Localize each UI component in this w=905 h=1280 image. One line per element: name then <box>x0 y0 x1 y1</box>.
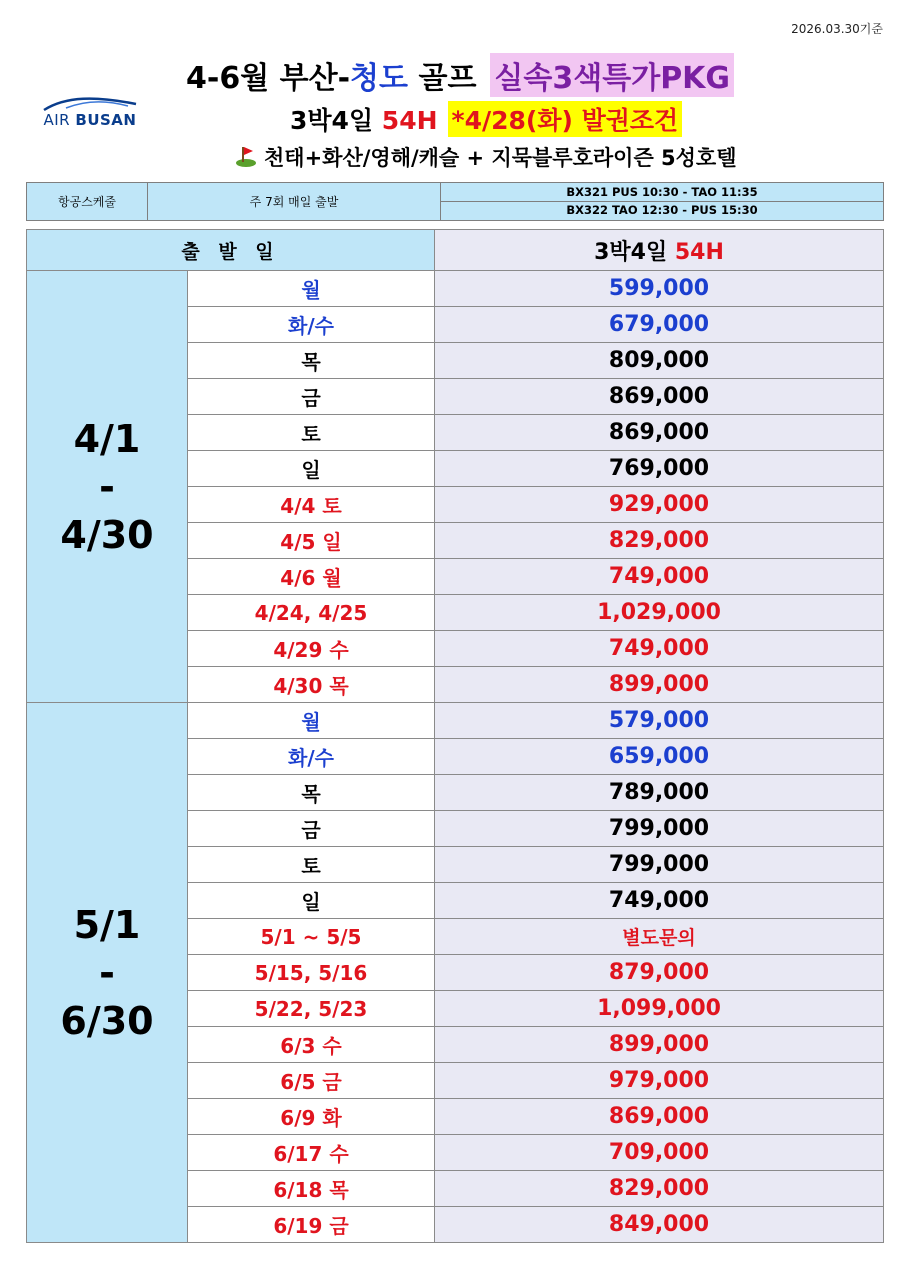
departure-day: 일 <box>188 451 435 487</box>
table-row <box>27 271 884 307</box>
departure-day: 4/4 토 <box>188 487 435 523</box>
departure-day: 토 <box>188 847 435 883</box>
price-value: 599,000 <box>435 271 884 307</box>
sub-title <box>290 101 682 137</box>
departure-day: 금 <box>188 811 435 847</box>
price-value: 579,000 <box>435 703 884 739</box>
price-value: 789,000 <box>435 775 884 811</box>
schedule-label: 항공스케줄 <box>27 183 148 221</box>
departure-day: 6/18 목 <box>188 1171 435 1207</box>
price-value: 869,000 <box>435 1099 884 1135</box>
departure-day: 일 <box>188 883 435 919</box>
price-value: 659,000 <box>435 739 884 775</box>
air-busan-logo <box>36 94 146 136</box>
price-value: 879,000 <box>435 955 884 991</box>
departure-day: 월 <box>188 271 435 307</box>
price-value: 1,099,000 <box>435 991 884 1027</box>
title-holes: 54H <box>381 106 438 135</box>
departure-day: 목 <box>188 343 435 379</box>
price-value: 929,000 <box>435 487 884 523</box>
price-table-header <box>27 230 884 271</box>
return-flight: BX322 TAO 12:30 - PUS 15:30 <box>441 201 883 219</box>
price-value: 829,000 <box>435 1171 884 1207</box>
price-value: 899,000 <box>435 1027 884 1063</box>
title-package-tag: 실속3색특가PKG <box>490 53 734 97</box>
price-value: 869,000 <box>435 379 884 415</box>
departure-day: 4/24, 4/25 <box>188 595 435 631</box>
price-value: 829,000 <box>435 523 884 559</box>
price-value: 749,000 <box>435 883 884 919</box>
flight-schedule-table <box>26 182 884 221</box>
departure-day: 6/19 금 <box>188 1207 435 1243</box>
main-title <box>186 53 734 95</box>
period-sep: - <box>99 464 115 509</box>
departure-day: 토 <box>188 415 435 451</box>
reference-date: 2026.03.30기준 <box>791 22 883 36</box>
header-departure: 출 발 일 <box>27 230 435 271</box>
price-value: 899,000 <box>435 667 884 703</box>
title-duration: 3박4일 <box>290 106 382 135</box>
period-cell <box>27 271 188 703</box>
table-row <box>27 703 884 739</box>
price-value: 979,000 <box>435 1063 884 1099</box>
departure-day: 목 <box>188 775 435 811</box>
departure-day: 4/30 목 <box>188 667 435 703</box>
departure-day: 5/1 ~ 5/5 <box>188 919 435 955</box>
departure-day: 6/9 화 <box>188 1099 435 1135</box>
price-value: 809,000 <box>435 343 884 379</box>
departure-day: 4/5 일 <box>188 523 435 559</box>
period-end: 4/30 <box>60 512 154 557</box>
departure-day: 4/29 수 <box>188 631 435 667</box>
price-value: 799,000 <box>435 811 884 847</box>
golf-flag-icon <box>234 144 258 173</box>
departure-day: 화/수 <box>188 307 435 343</box>
price-value: 별도문의 <box>435 919 884 955</box>
price-value: 869,000 <box>435 415 884 451</box>
price-table <box>26 229 884 1243</box>
departure-day: 4/6 월 <box>188 559 435 595</box>
price-value: 799,000 <box>435 847 884 883</box>
period-start: 4/1 <box>73 416 141 461</box>
logo-busan: BUSAN <box>75 111 137 129</box>
departure-day: 금 <box>188 379 435 415</box>
departure-day: 월 <box>188 703 435 739</box>
period-sep: - <box>99 950 115 995</box>
logo-air: AIR <box>43 111 71 129</box>
title-route: 4-6월 부산- <box>186 61 351 96</box>
price-value: 749,000 <box>435 559 884 595</box>
schedule-frequency: 주 7회 매일 출발 <box>148 183 441 221</box>
price-value: 1,029,000 <box>435 595 884 631</box>
outbound-flight: BX321 PUS 10:30 - TAO 11:35 <box>566 185 758 199</box>
price-value: 679,000 <box>435 307 884 343</box>
price-value: 769,000 <box>435 451 884 487</box>
title-city: 청도 <box>350 61 409 96</box>
price-value: 849,000 <box>435 1207 884 1243</box>
departure-day: 6/3 수 <box>188 1027 435 1063</box>
flight-times <box>441 183 884 221</box>
header-package <box>435 230 884 271</box>
header-duration: 3박4일 <box>594 239 675 265</box>
period-end: 6/30 <box>60 998 154 1043</box>
departure-day: 6/17 수 <box>188 1135 435 1171</box>
departure-day: 화/수 <box>188 739 435 775</box>
price-value: 709,000 <box>435 1135 884 1171</box>
period-cell <box>27 703 188 1243</box>
course-hotel-line <box>234 142 737 174</box>
departure-day: 5/15, 5/16 <box>188 955 435 991</box>
title-ticket-condition: *4/28(화) 발권조건 <box>448 101 683 137</box>
header-holes: 54H <box>674 239 724 265</box>
departure-day: 5/22, 5/23 <box>188 991 435 1027</box>
course-hotel-text: 천태+화산/영해/캐슬 + 지묵블루호라이즌 5성호텔 <box>264 146 737 170</box>
departure-day: 6/5 금 <box>188 1063 435 1099</box>
price-value: 749,000 <box>435 631 884 667</box>
period-start: 5/1 <box>73 902 141 947</box>
title-golf: 골프 <box>408 61 477 96</box>
